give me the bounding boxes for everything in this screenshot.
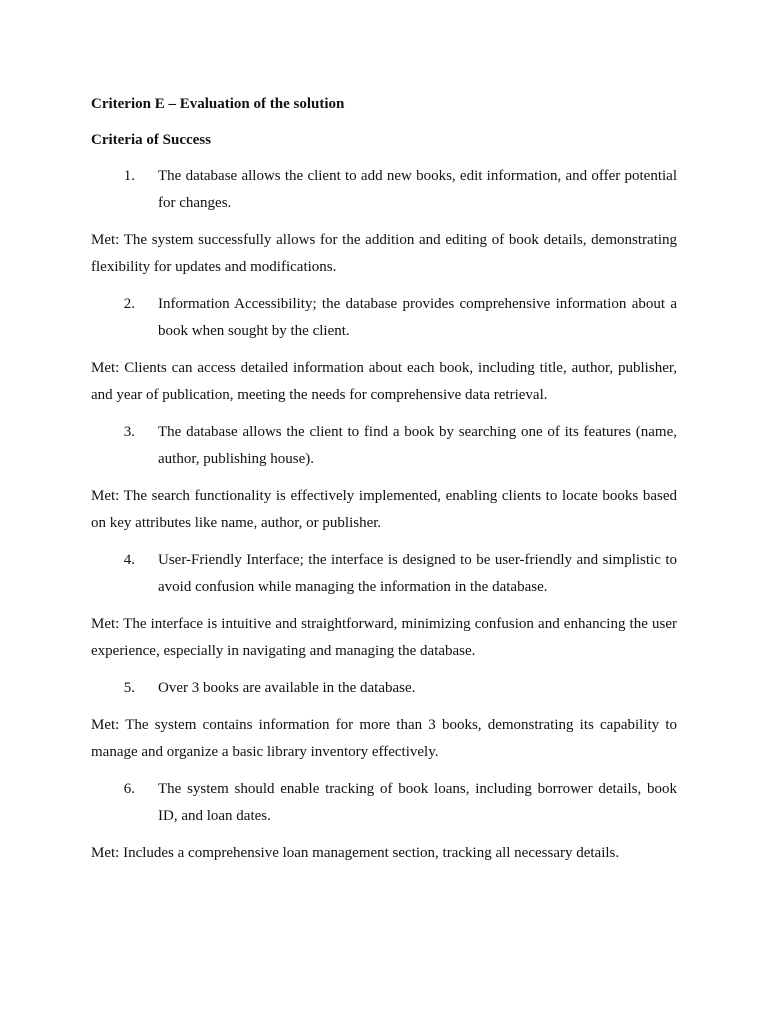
criterion-item <box>91 419 677 473</box>
criterion-met-note: Met: Includes a comprehensive loan management section, tracking all necessary details. <box>91 845 620 861</box>
criterion-item <box>91 291 677 345</box>
criterion-number: 1. <box>123 168 135 184</box>
criterion-met-note: Met: The system contains information for more than 3 books, demonstrating its capability to manage and organize a basic library inventory effectively. <box>91 717 677 760</box>
criterion-number: 5. <box>123 680 135 696</box>
criterion-text: The system should enable tracking of book loans, including borrower details, book ID, and loan dates. <box>158 781 677 824</box>
criterion-met-note: Met: The search functionality is effectively implemented, enabling clients to locate books based on key attributes like name, author, or publisher. <box>91 488 677 531</box>
criterion-met-note: Met: Clients can access detailed information about each book, including title, author, publisher, and year of publication, meeting the needs for comprehensive data retrieval. <box>91 360 677 403</box>
criterion-item <box>91 776 677 830</box>
criterion-number: 6. <box>123 781 135 797</box>
criterion-item <box>91 547 677 601</box>
criterion-met-note: Met: The system successfully allows for the addition and editing of book details, demonstrating flexibility for updates and modifications. <box>91 232 677 275</box>
criterion-number: 3. <box>123 424 135 440</box>
section-title: Criterion E – Evaluation of the solution <box>91 96 345 112</box>
criterion-text: User-Friendly Interface; the interface is designed to be user-friendly and simplistic to avoid confusion while managing the information in the database. <box>158 552 677 595</box>
criterion-text: The database allows the client to find a book by searching one of its features (name, author, publishing house). <box>158 424 677 467</box>
criterion-item <box>91 163 677 217</box>
criterion-item <box>91 675 677 702</box>
criterion-number: 2. <box>123 296 135 312</box>
criterion-number: 4. <box>123 552 135 568</box>
criterion-text: The database allows the client to add new books, edit information, and offer potential for changes. <box>158 168 677 211</box>
section-subtitle: Criteria of Success <box>91 132 211 148</box>
document-body <box>91 91 677 877</box>
criterion-text: Over 3 books are available in the database. <box>158 680 416 696</box>
criterion-text: Information Accessibility; the database provides comprehensive information about a book when sought by the client. <box>158 296 677 339</box>
criterion-met-note: Met: The interface is intuitive and straightforward, minimizing confusion and enhancing the user experience, especially in navigating and managing the database. <box>91 616 677 659</box>
